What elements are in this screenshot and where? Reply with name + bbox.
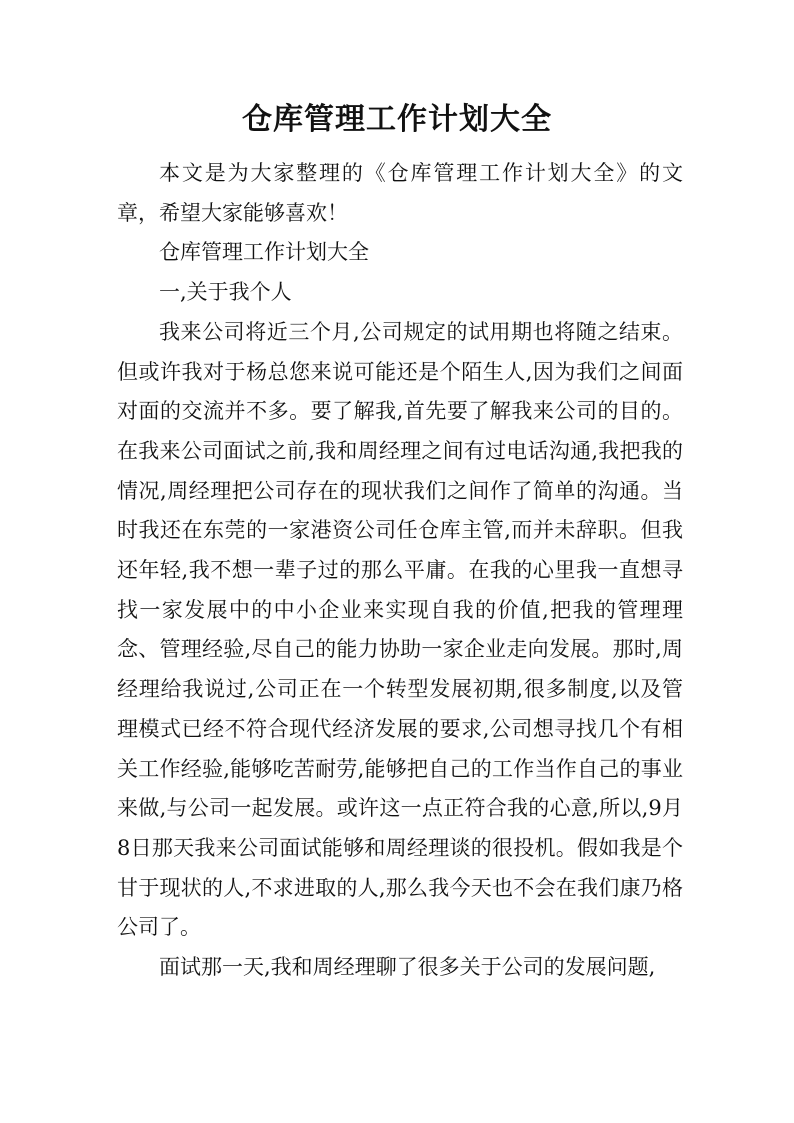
paragraph-subtitle: 仓库管理工作计划大全 [159,240,369,265]
document-title: 仓库管理工作计划大全 [242,102,552,137]
section-heading: 一,关于我个人 [159,280,292,305]
paragraph-interview: 面试那一天,我和周经理聊了很多关于公司的发展问题, [159,955,656,980]
document-body [117,154,683,988]
paragraph-intro: 本文是为大家整理的《仓库管理工作计划大全》的文章，希望大家能够喜欢！ [117,161,683,225]
paragraph-main: 我来公司将近三个月,公司规定的试用期也将随之结束。但或许我对于杨总您来说可能还是个陌生人,因为我们之间面对面的交流并不多。要了解我,首先要了解我来公司的目的。在我来公司面试之前,我和周经理之间有过电话沟通,我把我的情况,周经理把公司存在的现状我们之间作了简单的沟通。当时我还在东莞的一家港资公司任仓库主管,而并未辞职。但我还年轻,我不想一辈子过的那么平庸。在我的心里我一直想寻找一家发展中的中小企业来实现自我的价值,把我的管理理念、管理经验,尽自己的能力协助一家企业走向发展。那时,周经理给我说过,公司正在一个转型发展初期,很多制度,以及管理模式已经不符合现代经济发展的要求,公司想寻找几个有相关工作经验,能够吃苦耐劳,能够把自己的工作当作自己的事业来做,与公司一起发展。或许这一点正符合我的心意,所以,9月8日那天我来公司面试能够和周经理谈的很投机。假如我是个甘于现状的人,不求进取的人,那么我今天也不会在我们康乃格公司了。 [117,319,683,940]
